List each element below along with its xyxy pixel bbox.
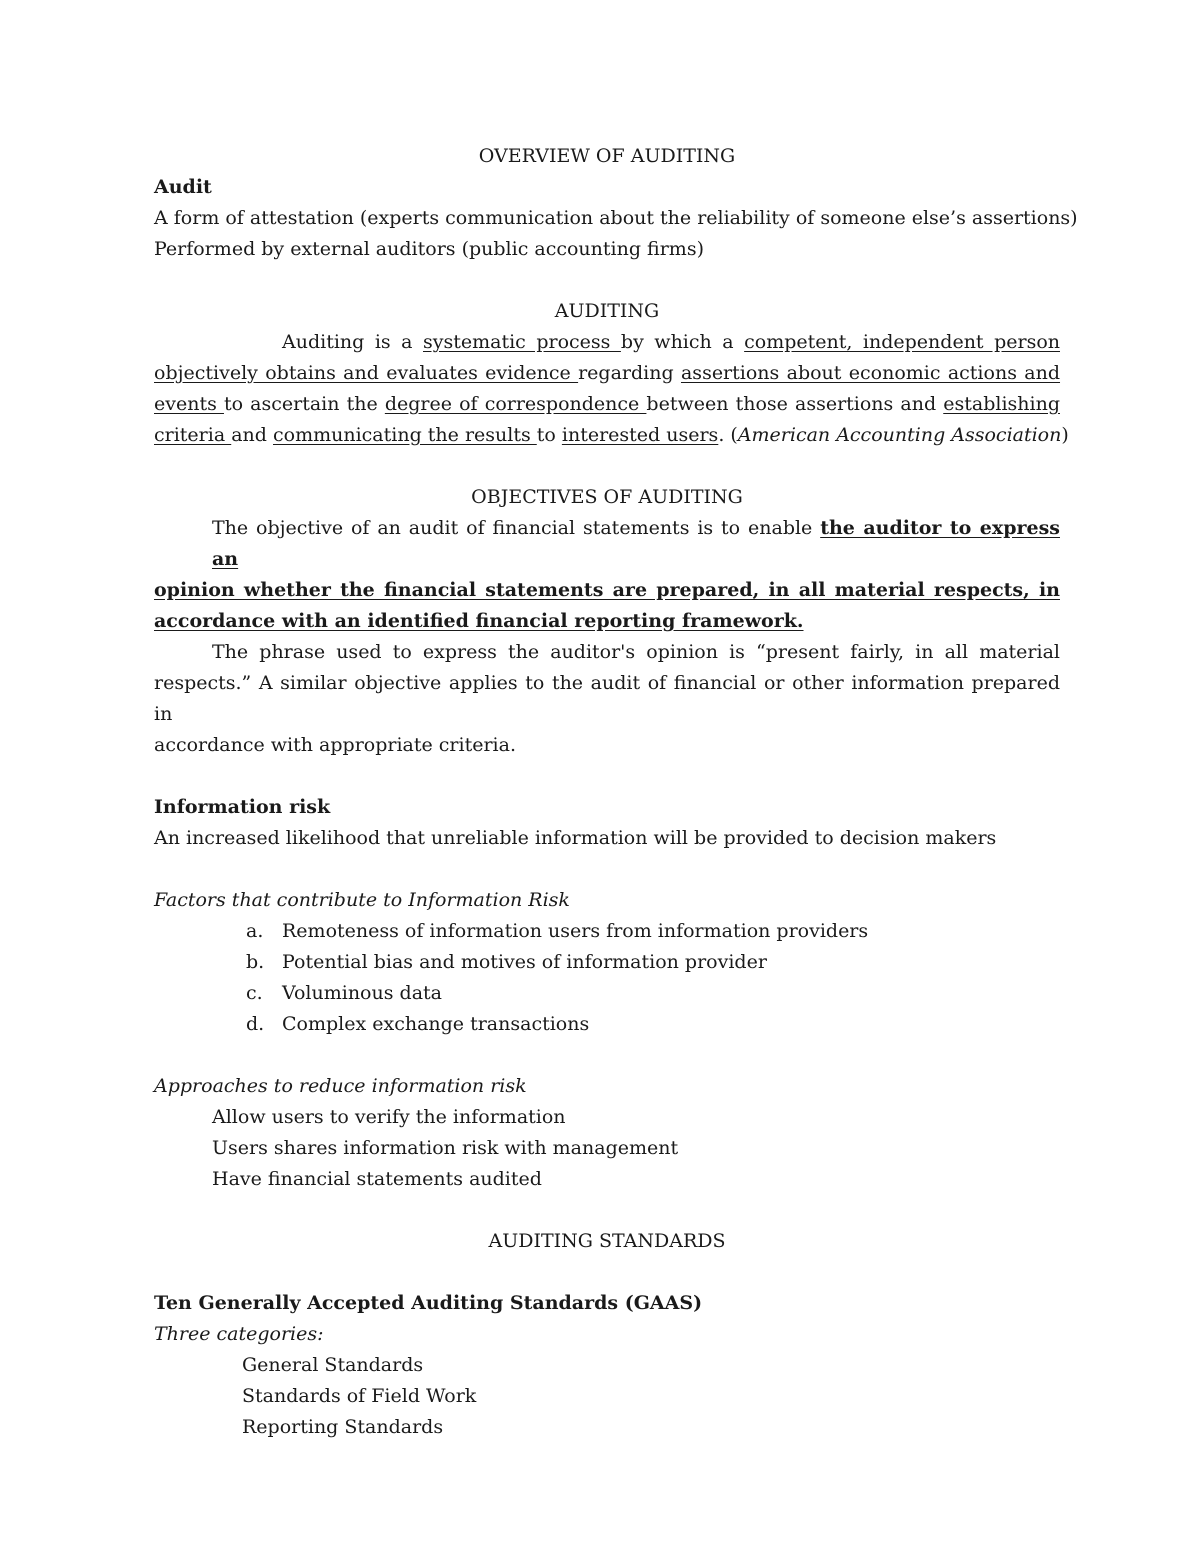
objectives-p1-line-2: opinion whether the financial statements are prepared, in all material respects, in bbox=[154, 579, 1060, 601]
list-marker: a. bbox=[246, 920, 264, 942]
auditing-def-line-1 bbox=[154, 327, 1060, 358]
approaches-heading: Approaches to reduce information risk bbox=[154, 1075, 527, 1097]
text-run: to ascertain the bbox=[223, 393, 385, 415]
objectives-heading: OBJECTIVES OF AUDITING bbox=[471, 486, 743, 508]
text-run: by which a bbox=[620, 331, 745, 353]
underlined-term: systematic process bbox=[423, 331, 621, 353]
objectives-p1-line-1 bbox=[154, 513, 1060, 575]
list-item-text: Complex exchange transactions bbox=[282, 1013, 590, 1035]
audit-performer: Performed by external auditors (public accounting firms) bbox=[154, 238, 704, 260]
list-item: Allow users to verify the information bbox=[212, 1106, 566, 1128]
list-item: Users shares information risk with management bbox=[212, 1137, 679, 1159]
categories-list bbox=[154, 1350, 1060, 1443]
text-run: between those assertions and bbox=[646, 393, 944, 415]
information-risk-definition: An increased likelihood that unreliable information will be provided to decision makers bbox=[154, 827, 997, 849]
approaches-list bbox=[154, 1102, 1060, 1195]
citation-source: American Accounting Association bbox=[737, 424, 1062, 446]
categories-heading: Three categories: bbox=[154, 1323, 324, 1345]
text-run: Auditing is a bbox=[282, 331, 423, 353]
auditing-def-line-4 bbox=[154, 420, 1069, 451]
objectives-paragraph-2 bbox=[154, 637, 1060, 761]
underlined-term: criteria bbox=[154, 424, 232, 446]
list-item: General Standards bbox=[242, 1354, 424, 1376]
list-marker: b. bbox=[246, 951, 265, 973]
objectives-p2-line-3: accordance with appropriate criteria. bbox=[154, 734, 516, 756]
factors-list bbox=[154, 916, 1060, 1040]
text-run: and bbox=[231, 424, 273, 446]
underlined-term: communicating the results bbox=[273, 424, 537, 446]
list-item bbox=[154, 947, 1060, 978]
auditing-def-line-3 bbox=[154, 389, 1060, 420]
text-run: The objective of an audit of financial statements is to enable bbox=[212, 517, 821, 539]
text-run: regarding bbox=[578, 362, 681, 384]
factors-heading: Factors that contribute to Information Risk bbox=[154, 889, 570, 911]
text-run: ) bbox=[1061, 424, 1069, 446]
information-risk-heading: Information risk bbox=[154, 796, 331, 818]
list-item: Reporting Standards bbox=[242, 1416, 444, 1438]
underlined-term: events bbox=[154, 393, 224, 415]
list-item: Standards of Field Work bbox=[242, 1385, 477, 1407]
list-item-text: Remoteness of information users from information providers bbox=[282, 920, 869, 942]
list-marker: c. bbox=[246, 982, 263, 1004]
list-item bbox=[154, 916, 1060, 947]
text-run: to bbox=[536, 424, 562, 446]
list-item bbox=[154, 1009, 1060, 1040]
document-body bbox=[154, 141, 1078, 1443]
underlined-term: establishing bbox=[943, 393, 1060, 415]
underlined-term: objectively obtains and evaluates evidence bbox=[154, 362, 579, 384]
underlined-term: assertions about economic actions and bbox=[680, 362, 1061, 384]
list-item-text: Voluminous data bbox=[282, 982, 442, 1004]
list-item: Have financial statements audited bbox=[212, 1168, 542, 1190]
auditing-standards-heading: AUDITING STANDARDS bbox=[488, 1230, 726, 1252]
list-item-text: Potential bias and motives of information provider bbox=[282, 951, 767, 973]
auditing-heading: AUDITING bbox=[554, 300, 660, 322]
auditing-def-line-2 bbox=[154, 358, 1060, 389]
objectives-p2-line-1: The phrase used to express the auditor's opinion is “present fairly, in all material bbox=[212, 641, 1060, 663]
audit-heading: Audit bbox=[154, 176, 212, 198]
list-item bbox=[154, 978, 1060, 1009]
auditing-definition bbox=[154, 327, 1069, 451]
list-marker: d. bbox=[246, 1013, 265, 1035]
text-run: . ( bbox=[718, 424, 738, 446]
underlined-term: degree of correspondence bbox=[384, 393, 647, 415]
objectives-paragraph-1 bbox=[154, 513, 1060, 637]
emphasized-text: the auditor to express an bbox=[212, 517, 1060, 570]
underlined-term: interested users bbox=[561, 424, 719, 446]
gaas-heading: Ten Generally Accepted Auditing Standards (GAAS) bbox=[154, 1292, 703, 1314]
audit-definition: A form of attestation (experts communication about the reliability of someone else’s assertions) bbox=[154, 207, 1078, 229]
document-title: OVERVIEW OF AUDITING bbox=[478, 145, 736, 167]
objectives-p1-line-3: accordance with an identified financial reporting framework. bbox=[154, 610, 804, 632]
objectives-p2-line-2: respects.” A similar objective applies to the audit of financial or other information prepared in bbox=[154, 672, 1060, 725]
underlined-term: competent, independent person bbox=[744, 331, 1060, 353]
